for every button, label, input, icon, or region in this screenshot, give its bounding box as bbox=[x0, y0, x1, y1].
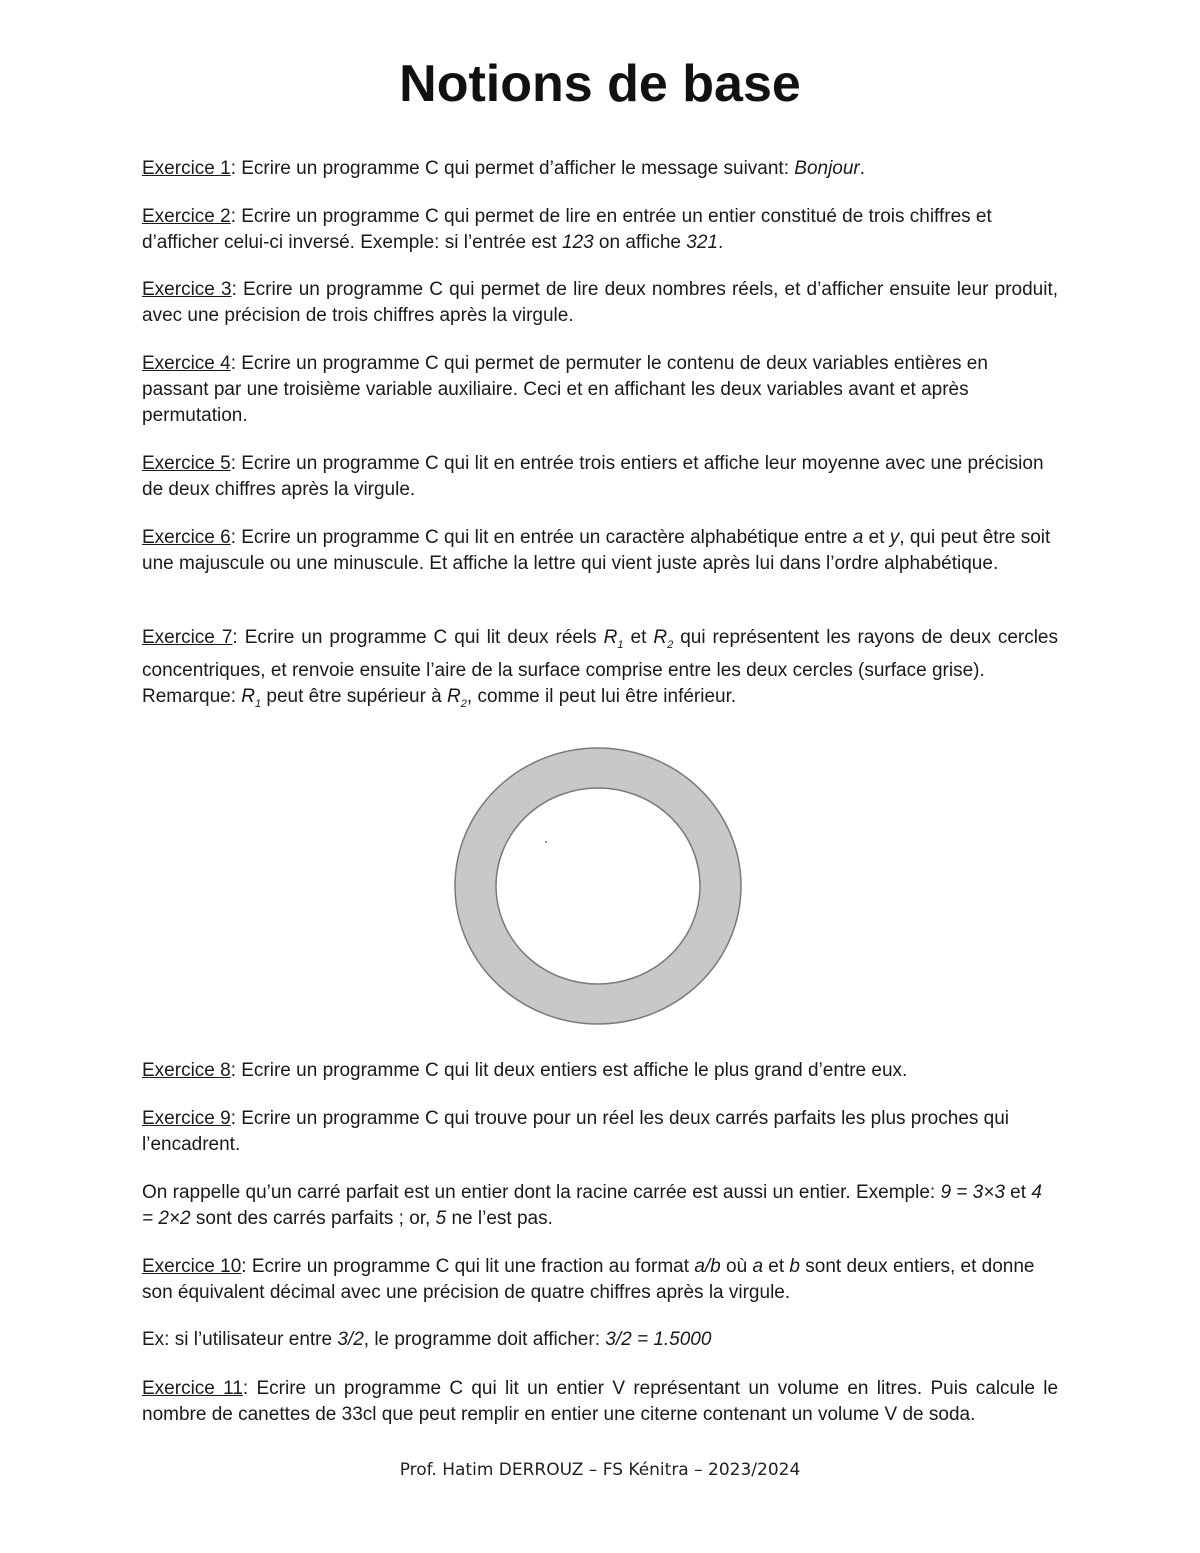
exercise-label: Exercice 1 bbox=[142, 158, 231, 179]
exercise-9 bbox=[142, 1106, 1058, 1158]
exercise-text: . bbox=[717, 232, 724, 253]
exercise-text: : Ecrire un programme C qui lit deux réels bbox=[232, 627, 604, 648]
remark-text: , comme il peut lui être inférieur. bbox=[466, 685, 737, 707]
exercise-text: : Ecrire un programme C qui lit en entrée trois entiers et affiche leur moyenne avec une précision de deux chiffres après la virgule. bbox=[142, 453, 1044, 500]
remark-text: peut être supérieur à bbox=[261, 685, 448, 707]
exercise-5 bbox=[142, 451, 1058, 503]
note-text: sont des carrés parfaits ; or, bbox=[190, 1208, 436, 1229]
exercise-text: . bbox=[859, 158, 866, 179]
exercise-italic: y bbox=[889, 527, 900, 548]
exercise-6 bbox=[142, 525, 1058, 577]
center-dot bbox=[545, 841, 547, 843]
exercise-text: on affiche bbox=[593, 232, 687, 253]
note-text: ne l’est pas. bbox=[446, 1208, 553, 1229]
note-italic: 3/2 = 1.5000 bbox=[605, 1329, 712, 1350]
exercise-text: : Ecrire un programme C qui permet d’afficher le message suivant: bbox=[230, 158, 795, 179]
exercise-text: : Ecrire un programme C qui lit un entier V représentant un volume en litres. Puis calcule le nombre de canettes de 33cl que peut remplir en entier une citerne contenant un volume V de soda. bbox=[142, 1378, 1059, 1425]
radius-subscript: 1 bbox=[255, 697, 262, 710]
exercise-3 bbox=[142, 277, 1058, 329]
radius-subscript: 1 bbox=[617, 638, 624, 651]
exercise-2 bbox=[142, 204, 1058, 256]
exercise-italic: 123 bbox=[561, 232, 594, 253]
note-text: On rappelle qu’un carré parfait est un entier dont la racine carrée est aussi un entier. Exemple: bbox=[142, 1182, 941, 1203]
exercise-label: Exercice 6 bbox=[142, 527, 231, 548]
exercise-label: Exercice 7 bbox=[142, 627, 233, 648]
exercise-label: Exercice 3 bbox=[142, 279, 232, 300]
radius-symbol: R bbox=[653, 627, 668, 648]
radius-symbol: R bbox=[447, 685, 461, 707]
note-italic: 3/2 bbox=[337, 1329, 364, 1350]
note-text: et bbox=[1004, 1182, 1032, 1203]
exercise-text: : Ecrire un programme C qui trouve pour un réel les deux carrés parfaits les plus proches qui l’encadrent. bbox=[142, 1108, 1010, 1155]
exercise-text: sont deux entiers, et donne son équivalent décimal avec une précision de quatre chiffres après la virgule. bbox=[142, 1256, 1035, 1303]
note-italic: 9 = 3×3 bbox=[940, 1182, 1005, 1203]
perfect-square-note bbox=[142, 1180, 1058, 1232]
exercise-10 bbox=[142, 1254, 1058, 1306]
note-italic: 4 = 2×2 bbox=[142, 1182, 1042, 1229]
exercise-italic: Bonjour bbox=[794, 158, 860, 179]
exercise-11 bbox=[142, 1376, 1058, 1428]
exercise-label: Exercice 2 bbox=[142, 206, 231, 227]
exercise-text: : Ecrire un programme C qui lit une fraction au format bbox=[241, 1256, 695, 1277]
exercise-label: Exercice 11 bbox=[142, 1378, 243, 1399]
exercise-italic: a bbox=[752, 1256, 764, 1277]
radius-symbol: R bbox=[241, 685, 256, 707]
radius-subscript: 2 bbox=[667, 638, 674, 651]
note-text: , le programme doit afficher: bbox=[363, 1329, 606, 1350]
concentric-circles-figure bbox=[452, 746, 744, 1028]
exercise-text: et bbox=[763, 1256, 790, 1277]
exercise-1 bbox=[142, 156, 1058, 182]
page-title: Notions de base bbox=[399, 55, 801, 113]
exercise-label: Exercice 8 bbox=[142, 1060, 231, 1081]
exercise-7 bbox=[142, 625, 1058, 717]
exercise-text: , qui peut être soit une majuscule ou une minuscule. Et affiche la lettre qui vient juste après lui dans l’ordre alphabétique. bbox=[142, 527, 1051, 574]
exercise-text: : Ecrire un programme C qui permet de lire en entrée un entier constitué de trois chiffres et d’afficher celui-ci inversé. Exemple: si l’entrée est bbox=[142, 206, 992, 253]
exercise-label: Exercice 10 bbox=[142, 1256, 242, 1277]
exercise-italic: a/b bbox=[694, 1256, 721, 1277]
remark-text: Remarque: bbox=[142, 685, 242, 707]
exercise-text: qui représentent les rayons de deux cercles concentriques, et renvoie ensuite l’aire de la surface comprise entre les deux cercles (surface grise). bbox=[142, 627, 1059, 681]
exercise-italic: a bbox=[852, 527, 864, 548]
exercise-label: Exercice 4 bbox=[142, 353, 231, 374]
exercise-text: où bbox=[720, 1256, 753, 1277]
exercise-text: et bbox=[863, 527, 890, 548]
exercise-text: et bbox=[623, 627, 654, 648]
exercise-text: : Ecrire un programme C qui lit deux entiers est affiche le plus grand d’entre eux. bbox=[230, 1060, 908, 1081]
exercise-text: : Ecrire un programme C qui lit en entrée un caractère alphabétique entre bbox=[230, 527, 853, 548]
inner-circle bbox=[496, 788, 700, 984]
exercise-8 bbox=[142, 1058, 1058, 1084]
exercise-text: : Ecrire un programme C qui permet de lire deux nombres réels, et d’afficher ensuite leur produit, avec une précision de trois chiffres après la virgule. bbox=[142, 279, 1058, 326]
radius-symbol: R bbox=[603, 627, 618, 648]
exercise-label: Exercice 9 bbox=[142, 1108, 231, 1129]
fraction-example bbox=[142, 1327, 1058, 1353]
page-footer: Prof. Hatim DERROUZ – FS Kénitra – 2023/2024 bbox=[399, 1460, 801, 1480]
note-italic: 5 bbox=[435, 1208, 447, 1229]
exercise-label: Exercice 5 bbox=[142, 453, 231, 474]
radius-subscript: 2 bbox=[460, 697, 467, 710]
exercise-text: : Ecrire un programme C qui permet de permuter le contenu de deux variables entières en passant par une troisième variable auxiliaire. Ceci et en affichant les deux variables avant et après permutation. bbox=[142, 353, 988, 426]
exercise-italic: b bbox=[789, 1256, 800, 1277]
note-text: Ex: si l’utilisateur entre bbox=[142, 1329, 338, 1350]
exercise-4 bbox=[142, 351, 1058, 429]
exercise-italic: 321 bbox=[686, 232, 718, 253]
